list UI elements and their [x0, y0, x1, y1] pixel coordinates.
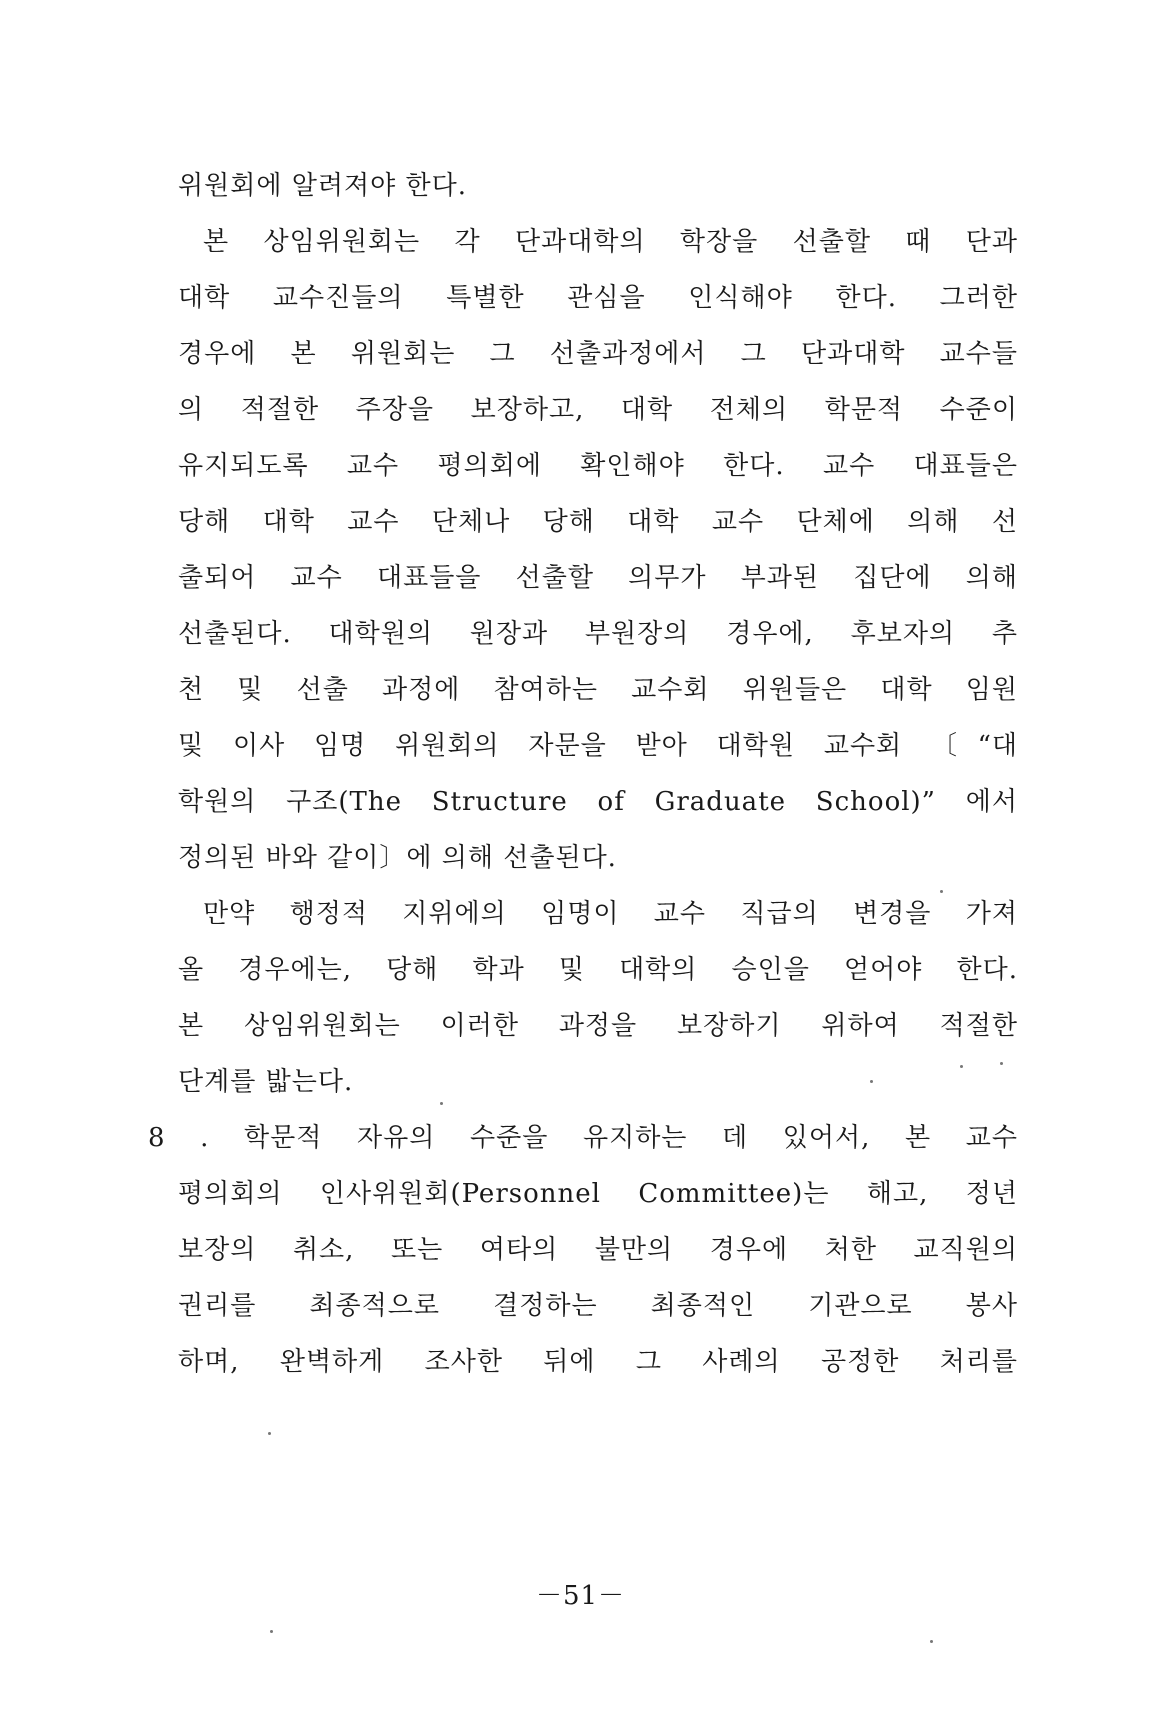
- text-line-18: 8 . 학문적 자유의 수준을 유지하는 데 있어서, 본 교수: [148, 1123, 1018, 1153]
- text-line-13: 정의된 바와 같이〕에 의해 선출된다.: [178, 843, 617, 873]
- scan-speck: [268, 1432, 271, 1435]
- text-line-9: 선출된다. 대학원의 원장과 부원장의 경우에, 후보자의 추: [178, 619, 1018, 649]
- text-line-4: 경우에 본 위원회는 그 선출과정에서 그 단과대학 교수들: [178, 339, 1018, 369]
- text-line-7: 당해 대학 교수 단체나 당해 대학 교수 단체에 의해 선: [178, 507, 1018, 537]
- text-line-20: 보장의 취소, 또는 여타의 불만의 경우에 처한 교직원의: [178, 1235, 1018, 1265]
- text-line-16: 본 상임위원회는 이러한 과정을 보장하기 위하여 적절한: [178, 1011, 1018, 1041]
- text-line-11: 및 이사 임명 위원회의 자문을 받아 대학원 교수회 〔“대: [178, 731, 1018, 761]
- text-line-19: 평의회의 인사위원회(Personnel Committee)는 해고, 정년: [178, 1179, 1018, 1209]
- scan-speck: [270, 1630, 273, 1633]
- scan-speck: [1000, 1062, 1003, 1065]
- text-line-15: 올 경우에는, 당해 학과 및 대학의 승인을 얻어야 한다.: [178, 955, 1018, 985]
- scan-speck: [930, 1640, 933, 1643]
- scan-speck: [440, 1102, 443, 1105]
- page-number: －51－: [535, 1581, 626, 1611]
- text-line-3: 대학 교수진들의 특별한 관심을 인식해야 한다. 그러한: [178, 283, 1018, 313]
- text-line-1: 위원회에 알려져야 한다.: [178, 171, 467, 201]
- scan-speck: [940, 890, 943, 893]
- text-line-8: 출되어 교수 대표들을 선출할 의무가 부과된 집단에 의해: [178, 563, 1018, 593]
- text-line-21: 권리를 최종적으로 결정하는 최종적인 기관으로 봉사: [178, 1291, 1018, 1321]
- text-line-10: 천 및 선출 과정에 참여하는 교수회 위원들은 대학 임원: [178, 675, 1018, 705]
- text-line-2: 본 상임위원회는 각 단과대학의 학장을 선출할 때 단과: [203, 227, 1018, 257]
- text-line-5: 의 적절한 주장을 보장하고, 대학 전체의 학문적 수준이: [178, 395, 1018, 425]
- text-line-6: 유지되도록 교수 평의회에 확인해야 한다. 교수 대표들은: [178, 451, 1018, 481]
- text-line-22: 하며, 완벽하게 조사한 뒤에 그 사례의 공정한 처리를: [178, 1347, 1018, 1377]
- scan-speck: [960, 1065, 963, 1068]
- text-line-14: 만약 행정적 지위에의 임명이 교수 직급의 변경을 가져: [203, 899, 1018, 929]
- text-line-17: 단계를 밟는다.: [178, 1067, 354, 1097]
- text-line-12: 학원의 구조(The Structure of Graduate School)” 에서: [178, 787, 1018, 817]
- scan-speck: [870, 1080, 873, 1083]
